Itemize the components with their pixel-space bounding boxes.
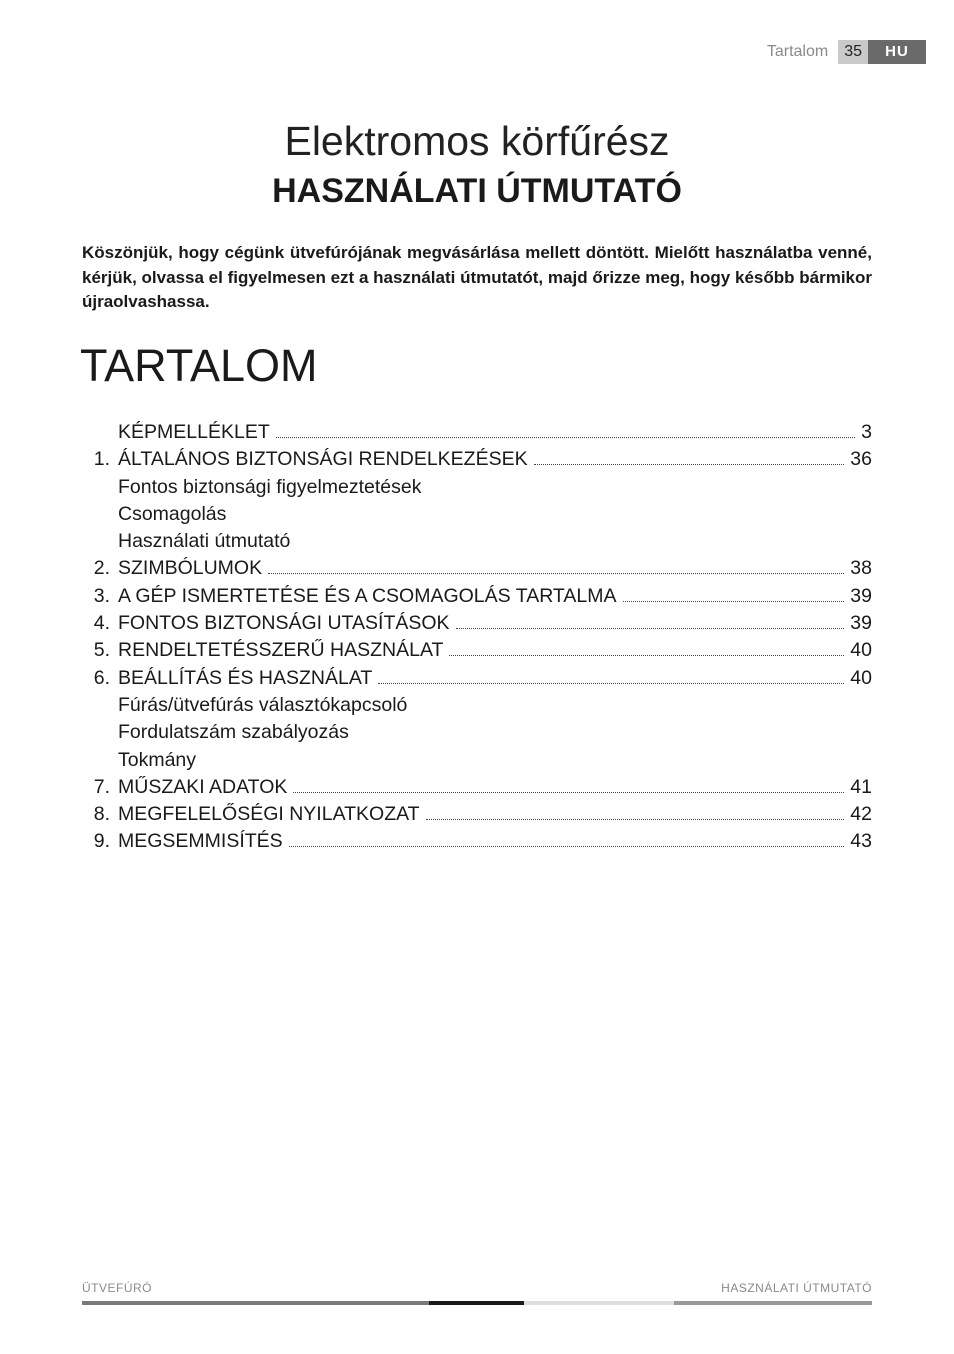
toc-entry-page: 38	[850, 557, 872, 580]
toc-entry-label: RENDELTETÉSSZERŰ HASZNÁLAT	[118, 639, 444, 662]
section-name: Tartalom	[766, 43, 829, 60]
toc-heading: TARTALOM	[80, 340, 318, 391]
toc-dot-leader	[534, 464, 845, 465]
toc-entry-label: MEGSEMMISÍTÉS	[118, 830, 283, 853]
toc-entry-label: Fontos biztonsági figyelmeztetések	[118, 475, 422, 498]
footer-bar-segment-4	[674, 1301, 872, 1305]
toc-dot-leader	[293, 792, 844, 793]
toc-entry-label: MŰSZAKI ADATOK	[118, 775, 288, 798]
toc-entry-label: Fordulatszám szabályozás	[118, 721, 349, 744]
footer-doc-type: HASZNÁLATI ÚTMUTATÓ	[721, 1281, 872, 1295]
toc-entry-number: 4.	[93, 612, 110, 635]
toc-entry-label: ÁLTALÁNOS BIZTONSÁGI RENDELKEZÉSEK	[118, 448, 528, 471]
toc-entry	[82, 774, 872, 801]
toc-entry-number: 7.	[93, 775, 110, 798]
page-number: 35	[838, 40, 868, 64]
toc-entry-number: 6.	[93, 666, 110, 689]
toc-entry-page: 36	[850, 448, 872, 471]
toc-dot-leader	[289, 846, 845, 847]
toc-entry-label: Csomagolás	[118, 502, 227, 525]
toc-entry-number: 5.	[93, 639, 110, 662]
toc-entry-number: 8.	[93, 803, 110, 826]
toc-entry	[82, 665, 872, 692]
toc-entry	[82, 446, 872, 473]
toc-dot-leader	[426, 819, 845, 820]
toc-entry-line	[118, 583, 872, 610]
toc-entry-line	[118, 719, 349, 746]
toc-entry-number: 2.	[93, 557, 110, 580]
toc-entry-line	[118, 419, 872, 446]
toc-entry	[82, 610, 872, 637]
toc-entry-line	[118, 446, 872, 473]
footer-product: ÜTVEFÚRÓ	[82, 1281, 152, 1295]
toc-entry-page: 42	[850, 803, 872, 826]
toc-entry	[82, 528, 872, 555]
toc-entry-line	[118, 610, 872, 637]
toc-entry-label: KÉPMELLÉKLET	[118, 421, 270, 443]
toc-entry-label: Használati útmutató	[118, 530, 291, 553]
toc-entry-page: 40	[850, 666, 872, 689]
toc-entry-number: 1.	[93, 448, 110, 471]
toc-entry-line	[118, 747, 196, 774]
toc-entry-page: 39	[850, 612, 872, 635]
intro-paragraph: Köszönjük, hogy cégünk ütvefúrójának megvásárlása mellett döntött. Mielőtt használatba venné, kérjük, olvassa el figyelmesen ezt a használati útmutatót, majd őrizze meg, hogy később bármikor újraolvashassa.	[82, 243, 872, 311]
toc-entry-page: 41	[850, 775, 872, 798]
toc-entry-page: 3	[861, 421, 872, 443]
document-title: Elektromos körfűrész	[284, 118, 670, 164]
toc-entry-page: 40	[850, 639, 872, 662]
toc-entry	[82, 637, 872, 664]
footer-bar-segment-1	[82, 1301, 429, 1305]
toc-entry-line	[118, 637, 872, 664]
toc-entry-label: MEGFELELŐSÉGI NYILATKOZAT	[118, 803, 420, 826]
toc-entry	[82, 719, 872, 746]
table-of-contents	[82, 419, 872, 856]
toc-entry-label: Fúrás/ütvefúrás választókapcsoló	[118, 693, 408, 716]
toc-entry-line	[118, 501, 226, 528]
toc-entry-page: 43	[850, 830, 872, 853]
toc-entry-label: SZIMBÓLUMOK	[118, 557, 263, 580]
toc-entry-line	[118, 774, 872, 801]
toc-dot-leader	[276, 437, 855, 438]
toc-entry-line	[118, 692, 407, 719]
toc-dot-leader	[378, 683, 844, 684]
toc-entry-number: 3.	[93, 584, 110, 607]
toc-entry	[82, 474, 872, 501]
footer-bar-segment-2	[429, 1301, 524, 1305]
toc-entry-line	[118, 665, 872, 692]
toc-entry	[82, 828, 872, 855]
toc-entry-line	[118, 528, 290, 555]
toc-dot-leader	[268, 573, 844, 574]
toc-entry	[82, 501, 872, 528]
toc-entry	[82, 419, 872, 446]
toc-dot-leader	[456, 628, 845, 629]
toc-entry	[82, 747, 872, 774]
document-subtitle: HASZNÁLATI ÚTMUTATÓ	[272, 172, 682, 210]
toc-entry-line	[118, 474, 422, 501]
toc-entry-label: Tokmány	[118, 748, 197, 771]
toc-entry-page: 39	[850, 584, 872, 607]
toc-entry	[82, 555, 872, 582]
toc-dot-leader	[449, 655, 844, 656]
toc-entry-line	[118, 828, 872, 855]
toc-entry-line	[118, 801, 872, 828]
toc-dot-leader	[623, 601, 845, 602]
toc-entry-number: 9.	[93, 830, 110, 853]
toc-entry-label: A GÉP ISMERTETÉSE ÉS A CSOMAGOLÁS TARTALMA	[118, 584, 617, 607]
toc-entry	[82, 692, 872, 719]
page-header	[767, 40, 926, 64]
toc-entry-label: FONTOS BIZTONSÁGI UTASÍTÁSOK	[118, 612, 450, 635]
toc-entry-line	[118, 555, 872, 582]
footer-bar-segment-3	[524, 1301, 674, 1305]
toc-entry	[82, 801, 872, 828]
toc-entry-label: BEÁLLÍTÁS ÉS HASZNÁLAT	[118, 666, 373, 689]
language-badge: HU	[868, 40, 926, 64]
toc-entry	[82, 583, 872, 610]
